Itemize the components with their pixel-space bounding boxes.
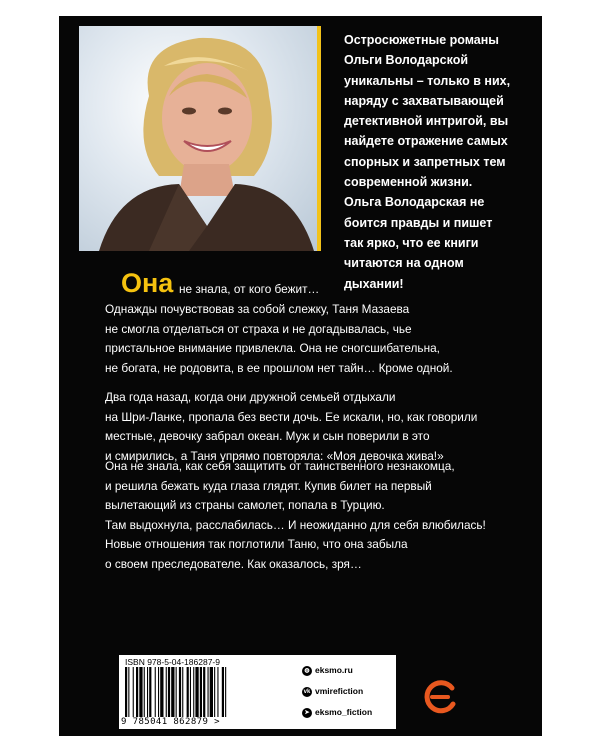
annotation-paragraph-1 <box>105 300 525 378</box>
website-label: eksmo.ru <box>315 665 353 675</box>
paragraph-line: Новые отношения так поглотили Таню, что она забыла <box>105 537 408 551</box>
barcode-bars <box>125 667 290 717</box>
paragraph-line: Она не знала, как себя защитить от таинственного незнакомца, <box>105 459 455 473</box>
isbn-label: ISBN 978-5-04-186287-9 <box>125 657 220 667</box>
barcode-bar <box>176 667 177 717</box>
barcode-bar <box>179 667 181 717</box>
eksmo-logo-icon <box>424 680 456 714</box>
blurb-line: Ольга Володарская не <box>344 195 485 210</box>
barcode-bar <box>193 667 194 717</box>
barcode-bar <box>144 667 145 717</box>
barcode-bar <box>195 667 198 717</box>
blurb-line: Ольги Володарской <box>344 53 469 68</box>
paragraph-line: Там выдохнула, расслабилась… И неожиданно для себя влюбилась! <box>105 517 486 532</box>
barcode-bar <box>133 667 134 717</box>
paragraph-line: на Шри-Ланке, пропала без вести дочь. Ее искали, но, как говорили <box>105 409 478 424</box>
blurb-line: боится правды и пишет <box>344 215 493 230</box>
barcode-bar <box>222 667 224 717</box>
barcode-bar <box>208 667 209 717</box>
author-blurb <box>344 30 534 294</box>
blurb-line: уникальны – только в них, <box>344 73 511 88</box>
barcode-bar <box>125 667 127 717</box>
paragraph-line: Однажды почувствовав за собой слежку, Таня Мазаева <box>105 302 410 316</box>
blurb-line: Остросюжетные романы <box>344 33 499 47</box>
barcode-bar <box>187 667 189 717</box>
annotation-paragraph-2 <box>105 388 525 466</box>
barcode-bar <box>182 667 183 717</box>
paragraph-line: не смогла отделаться от страха и не догадывалась, чье <box>105 321 412 336</box>
vk-row[interactable] <box>302 686 363 697</box>
blurb-line: современной жизни. <box>344 175 473 190</box>
annotation-paragraph-3 <box>105 457 525 574</box>
paragraph-line: и смирились, а Таня упрямо повторяла: «Моя девочка жива!» <box>105 448 444 463</box>
book-back-cover <box>59 16 542 736</box>
author-photo <box>79 26 321 251</box>
vk-label: vmirefiction <box>315 686 364 696</box>
paragraph-line: и решила бежать куда глаза глядят. Купив билет на первый <box>105 478 432 493</box>
barcode-bar <box>214 667 215 717</box>
author-portrait-illustration <box>79 26 317 251</box>
paragraph-line: пристальное внимание привлекла. Она не сногсшибательна, <box>105 341 440 355</box>
isbn-barcode <box>119 655 296 729</box>
blurb-line: так ярко, что ее книги <box>344 235 479 250</box>
barcode-bar <box>136 667 138 717</box>
barcode-bar <box>225 667 226 717</box>
paragraph-line: Два года назад, когда они дружной семьей отдыхали <box>105 390 396 404</box>
barcode-bar <box>128 667 129 717</box>
barcode-bar <box>200 667 202 717</box>
blurb-line: наряду с захватывающей <box>344 93 504 108</box>
vk-icon: vk <box>303 688 311 695</box>
telegram-icon: ➤ <box>302 708 312 718</box>
telegram-label: eksmo_fiction <box>315 707 373 717</box>
barcode-bar <box>171 667 174 717</box>
blurb-line: спорных и запретных тем <box>344 154 506 169</box>
paragraph-line: местные, девочку забрал океан. Муж и сын поверили в это <box>105 429 430 443</box>
publisher-links <box>296 655 396 729</box>
blurb-line: читаются на одном <box>344 256 464 271</box>
barcode-bar <box>158 667 159 717</box>
barcode-bar <box>210 667 213 717</box>
paragraph-line: не богата, не родовита, в ее прошлом нет тайн… Кроме одной. <box>105 360 453 375</box>
barcode-bar <box>155 667 156 717</box>
barcode-bar <box>139 667 142 717</box>
globe-icon: ◍ <box>302 666 312 676</box>
barcode-bar <box>168 667 170 717</box>
barcode-bar <box>217 667 218 717</box>
barcode-bar <box>190 667 191 717</box>
telegram-row[interactable] <box>302 707 372 718</box>
paragraph-line: о своем преследователе. Как оказалось, зря… <box>105 556 362 571</box>
blurb-line: детективной интригой, вы <box>344 114 509 129</box>
barcode-bar <box>160 667 163 717</box>
barcode-bar <box>203 667 205 717</box>
blurb-line: дыхании! <box>344 276 404 291</box>
lead-word: Она <box>121 268 174 298</box>
barcode-bar <box>147 667 148 717</box>
barcode-bar <box>166 667 167 717</box>
blurb-line: найдете отражение самых <box>344 134 508 149</box>
barcode-bar <box>149 667 151 717</box>
website-row[interactable] <box>302 665 353 676</box>
lead-sentence: не знала, от кого бежит… <box>179 282 320 296</box>
paragraph-line: вылетающий из страны самолет, попала в Турцию. <box>105 498 385 512</box>
ean-number: 9 785041 862879 > <box>121 717 220 727</box>
